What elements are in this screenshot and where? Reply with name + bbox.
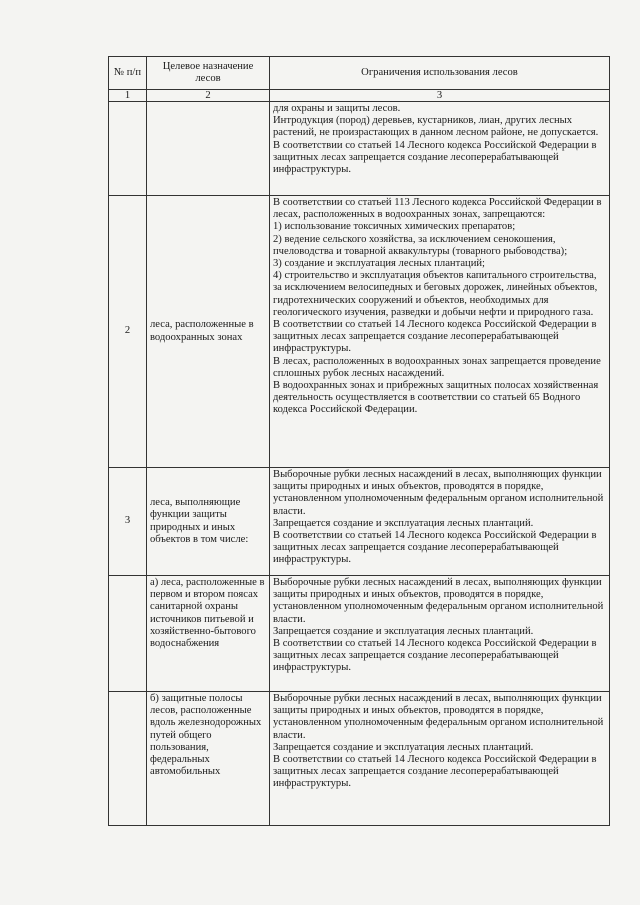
header-row [109,57,610,90]
row-purpose: а) леса, расположенные в первом и втором поясах санитарной охраны источников питьевой и хозяйственно-бытового водоснабжения [147,576,270,692]
restriction-paragraph: В лесах, расположенных в водоохранных зонах запрещается проведение сплошных рубок лесных насаждений. [273,355,601,379]
restriction-paragraph: В соответствии со статьей 14 Лесного кодекса Российской Федерации в защитных лесах запрещается создание лесоперерабатывающей инфраструктуры. [273,139,597,176]
row-number [109,576,147,692]
row-purpose [147,102,270,196]
restriction-paragraph: Интродукция (пород) деревьев, кустарников, лиан, других лесных растений, не произрастающих в данном лесном районе, не допускается. [273,115,599,139]
restriction-paragraph: 3) создание и эксплуатация лесных плантаций; [273,258,485,270]
header-purpose: Целевое назначение лесов [147,57,270,90]
restriction-paragraph: В соответствии со статьей 14 Лесного кодекса Российской Федерации в защитных лесах запрещается создание лесоперерабатывающей инфраструктуры. [273,319,597,355]
row-number: 2 [109,196,147,468]
restriction-paragraph: Запрещается создание и эксплуатация лесных плантаций. [273,517,534,529]
table-row [109,576,610,692]
header-restrictions: Ограничения использования лесов [270,57,610,90]
forest-restrictions-table [108,56,610,826]
restriction-paragraph: В соответствии со статьей 14 Лесного кодекса Российской Федерации в защитных лесах запрещается создание лесоперерабатывающей инфраструктуры. [273,754,597,790]
column-number-2: 2 [147,90,270,102]
row-restrictions [270,102,610,196]
restriction-paragraph: В соответствии со статьей 113 Лесного кодекса Российской Федерации в лесах, расположенных в водоохранных зонах, запрещаются: [273,197,602,221]
header-number: № п/п [109,57,147,90]
row-purpose: б) защитные полосы лесов, расположенные вдоль железнодорожных путей общего пользования, федеральных автомобильных [147,692,270,826]
restriction-paragraph: В соответствии со статьей 14 Лесного кодекса Российской Федерации в защитных лесах запрещается создание лесоперерабатывающей инфраструктуры. [273,638,597,674]
restriction-paragraph: Запрещается создание и эксплуатация лесных плантаций. [273,625,534,637]
column-number-row [109,90,610,102]
restriction-paragraph: для охраны и защиты лесов. [273,103,401,114]
document-page [108,56,609,826]
row-restrictions [270,576,610,692]
restriction-paragraph: В соответствии со статьей 14 Лесного кодекса Российской Федерации в защитных лесах запрещается создание лесоперерабатывающей инфраструктуры. [273,530,597,566]
table-row [109,196,610,468]
column-number-3: 3 [270,90,610,102]
restriction-paragraph: Выборочные рубки лесных насаждений в лесах, выполняющих функции защиты природных и иных объектов, проводятся в порядке, установленном уполномоченным федеральным органом исполнительной власти. [273,577,604,625]
row-restrictions [270,692,610,826]
row-restrictions [270,196,610,468]
table-row [109,468,610,576]
column-number-1: 1 [109,90,147,102]
restriction-paragraph: Выборочные рубки лесных насаждений в лесах, выполняющих функции защиты природных и иных объектов, проводятся в порядке, установленном уполномоченным федеральным органом исполнительной власти. [273,693,604,741]
row-purpose: леса, выполняющие функции защиты природных и иных объектов в том числе: [147,468,270,576]
restriction-paragraph: 4) строительство и эксплуатация объектов капитального строительства, за исключением велосипедных и беговых дорожек, линейных объектов, гидротехнических сооружений и объектов, необходимых для геологического изучения, разведки и добычи нефти и природного газа. [273,270,598,318]
row-number: 3 [109,468,147,576]
restriction-paragraph: 2) ведение сельского хозяйства, за исключением сенокошения, пчеловодства и товарной аквакультуры (товарного рыбоводства); [273,233,568,257]
restriction-paragraph: Запрещается создание и эксплуатация лесных плантаций. [273,741,534,753]
row-number [109,692,147,826]
table-row [109,692,610,826]
restriction-paragraph: В водоохранных зонах и прибрежных защитных полосах хозяйственная деятельность осуществляется в соответствии со статьей 65 Водного кодекса Российской Федерации. [273,380,599,416]
row-purpose: леса, расположенные в водоохранных зонах [147,196,270,468]
restriction-paragraph: Выборочные рубки лесных насаждений в лесах, выполняющих функции защиты природных и иных объектов, проводятся в порядке, установленном уполномоченным федеральным органом исполнительной власти. [273,469,604,517]
row-number [109,102,147,196]
table-body [109,102,610,826]
table-row [109,102,610,196]
restriction-paragraph: 1) использование токсичных химических препаратов; [273,221,516,233]
row-restrictions [270,468,610,576]
